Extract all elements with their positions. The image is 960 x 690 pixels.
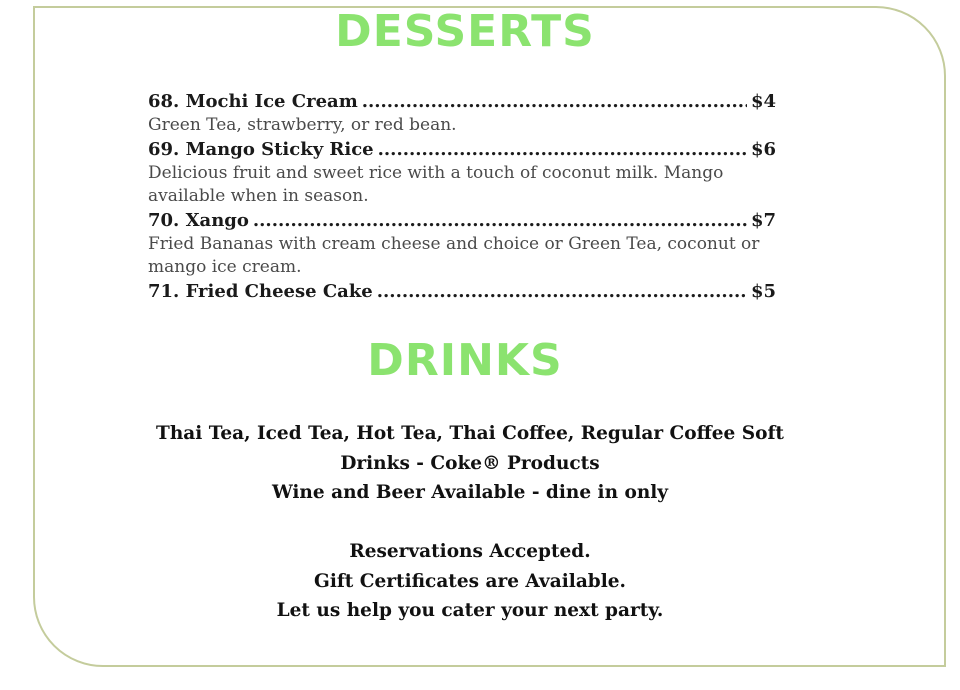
item-name: 71. Fried Cheese Cake bbox=[148, 281, 373, 302]
menu-item-68 bbox=[148, 89, 776, 114]
item-price: $4 bbox=[750, 91, 776, 112]
drinks-list bbox=[0, 419, 940, 508]
footer-notes bbox=[0, 537, 940, 626]
dot-leader bbox=[253, 208, 747, 233]
footer-line: Let us help you cater your next party. bbox=[276, 600, 664, 621]
item-name: 69. Mango Sticky Rice bbox=[148, 139, 374, 160]
item-description: Green Tea, strawberry, or red bean. bbox=[148, 115, 457, 135]
item-price: $6 bbox=[750, 139, 776, 160]
desserts-list bbox=[148, 89, 776, 304]
item-description: Delicious fruit and sweet rice with a touch of coconut milk. Mango available when in season. bbox=[148, 163, 724, 206]
item-price: $5 bbox=[750, 281, 776, 302]
item-price: $7 bbox=[750, 210, 776, 231]
menu-item-70 bbox=[148, 208, 776, 233]
dot-leader bbox=[377, 279, 747, 304]
item-description: Fried Bananas with cream cheese and choice or Green Tea, coconut or mango ice cream. bbox=[148, 234, 760, 277]
footer-line: Reservations Accepted. bbox=[349, 541, 591, 562]
drinks-line: Drinks - Coke® Products bbox=[340, 452, 600, 474]
dot-leader bbox=[378, 137, 747, 162]
menu-item-71 bbox=[148, 279, 776, 304]
drinks-heading: DRINKS bbox=[367, 335, 563, 386]
item-name: 68. Mochi Ice Cream bbox=[148, 91, 358, 112]
desserts-heading: DESSERTS bbox=[335, 6, 595, 57]
drinks-line: Wine and Beer Available - dine in only bbox=[271, 482, 669, 503]
item-name: 70. Xango bbox=[148, 210, 249, 231]
drinks-line: Thai Tea, Iced Tea, Hot Tea, Thai Coffee, Regular Coffee Soft bbox=[156, 423, 784, 444]
dot-leader bbox=[362, 89, 747, 114]
footer-line: Gift Certificates are Available. bbox=[314, 570, 626, 592]
menu-item-69 bbox=[148, 137, 776, 162]
